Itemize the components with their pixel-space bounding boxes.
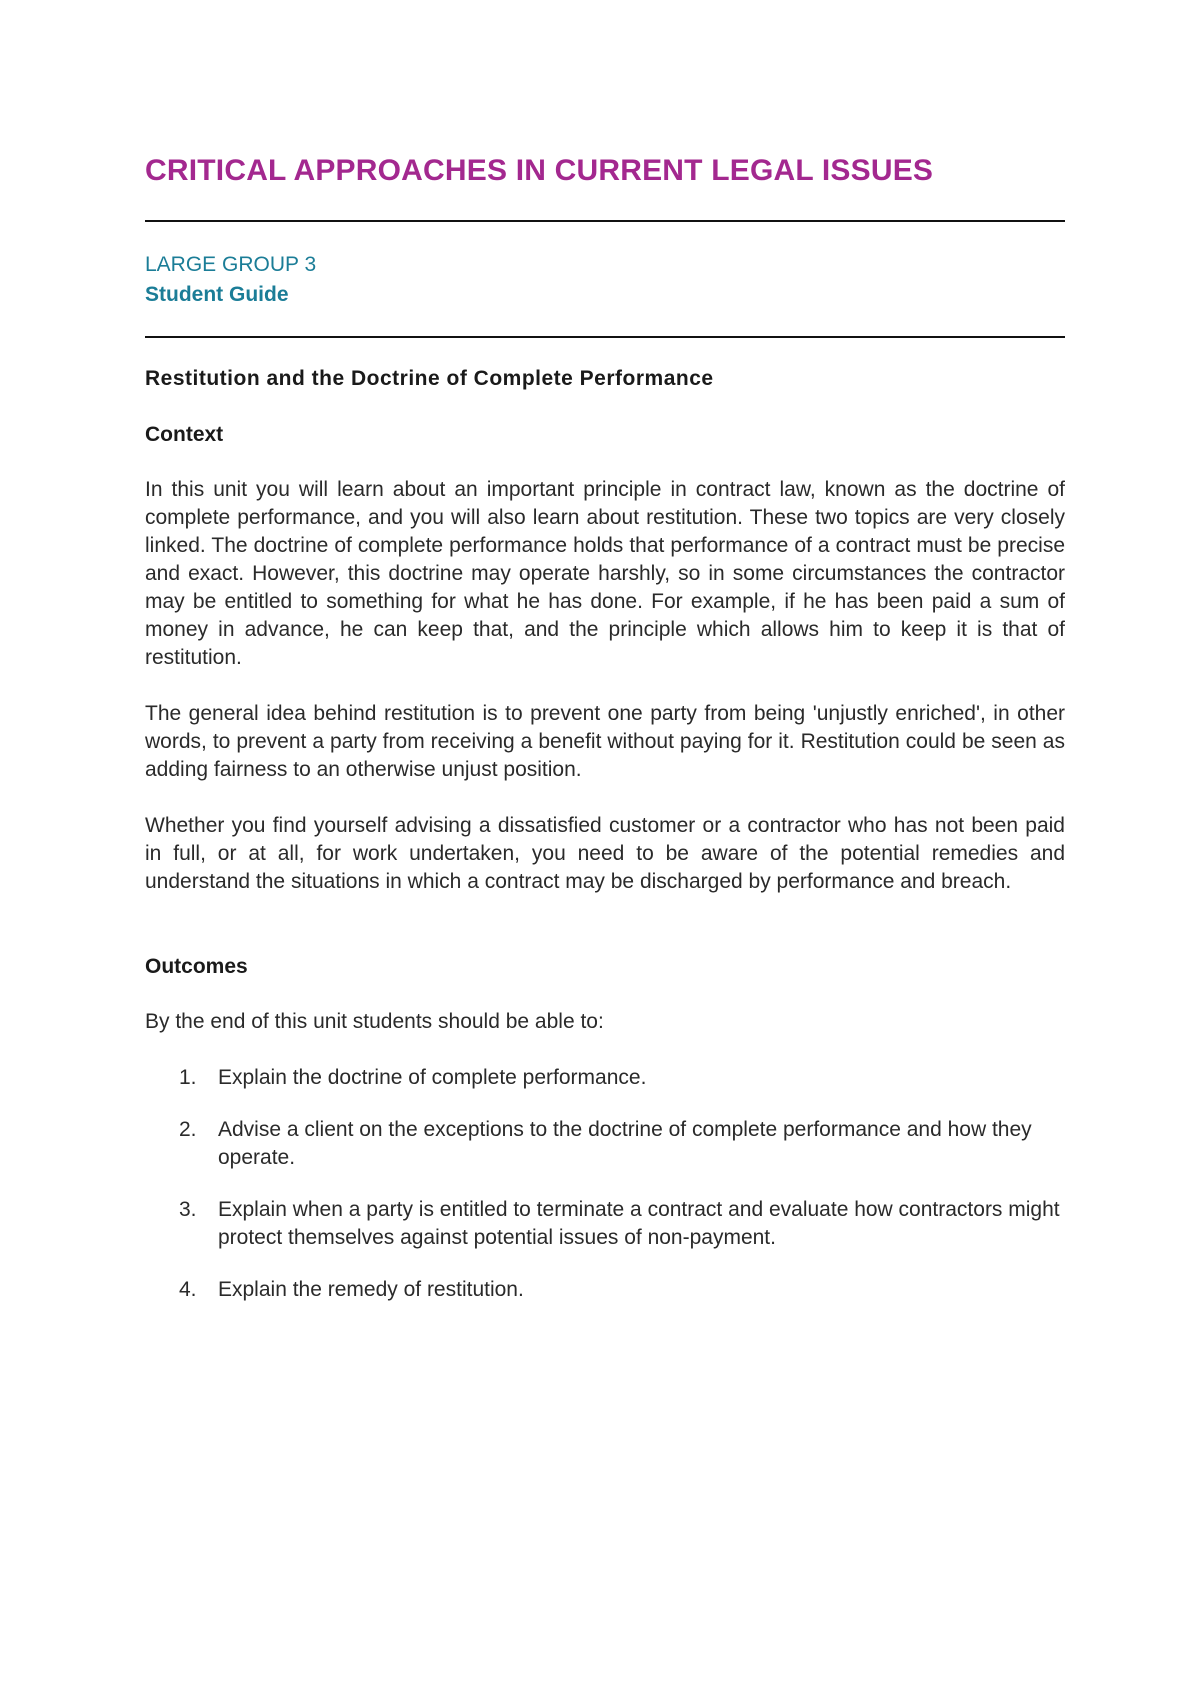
outcome-number: 2. [179,1118,197,1141]
outcomes-intro: By the end of this unit students should be able to: [145,1010,604,1033]
unit-title: Restitution and the Doctrine of Complete Performance [145,367,714,390]
group-block [145,250,316,310]
outcome-text: Explain the remedy of restitution. [218,1278,524,1301]
document-body [145,364,1065,1328]
header-divider-top [145,220,1065,222]
context-section [145,420,1065,896]
outcome-number: 1. [179,1066,197,1089]
outcome-item [145,1064,1065,1092]
outcome-text: Explain when a party is entitled to terminate a contract and evaluate how contractors might protect themselves against potential issues of non-payment. [218,1198,1060,1249]
outcome-number: 3. [179,1198,197,1221]
document-page [145,0,1065,1698]
outcomes-heading: Outcomes [145,955,248,978]
guide-label: Student Guide [145,283,289,306]
outcome-item [145,1116,1065,1172]
group-label: LARGE GROUP 3 [145,253,317,276]
context-paragraph: The general idea behind restitution is to prevent one party from being 'unjustly enriched', in other words, to prevent a party from receiving a benefit without paying for it. Restitution could be seen as adding fairness to an otherwise unjust position. [145,702,1065,781]
section-spacer [145,924,1065,952]
outcome-text: Advise a client on the exceptions to the doctrine of complete performance and how they operate. [218,1118,1032,1169]
outcomes-section [145,952,1065,1304]
document-title: CRITICAL APPROACHES IN CURRENT LEGAL ISSUES [145,154,934,187]
outcome-number: 4. [179,1278,197,1301]
header-divider-bottom [145,336,1065,338]
outcome-item [145,1276,1065,1304]
outcomes-list [145,1064,1065,1304]
context-paragraph: Whether you find yourself advising a dissatisfied customer or a contractor who has not been paid in full, or at all, for work undertaken, you need to be aware of the potential remedies and understand the situations in which a contract may be discharged by performance and breach. [145,814,1065,893]
context-paragraph: In this unit you will learn about an important principle in contract law, known as the doctrine of complete performance, and you will also learn about restitution. These two topics are very closely linked. The doctrine of complete performance holds that performance of a contract must be precise and exact. However, this doctrine may operate harshly, so in some circumstances the contractor may be entitled to something for what he has done. For example, if he has been paid a sum of money in advance, he can keep that, and the principle which allows him to keep it is that of restitution. [145,478,1065,669]
outcome-text: Explain the doctrine of complete performance. [218,1066,647,1089]
outcome-item [145,1196,1065,1252]
context-heading: Context [145,423,224,446]
